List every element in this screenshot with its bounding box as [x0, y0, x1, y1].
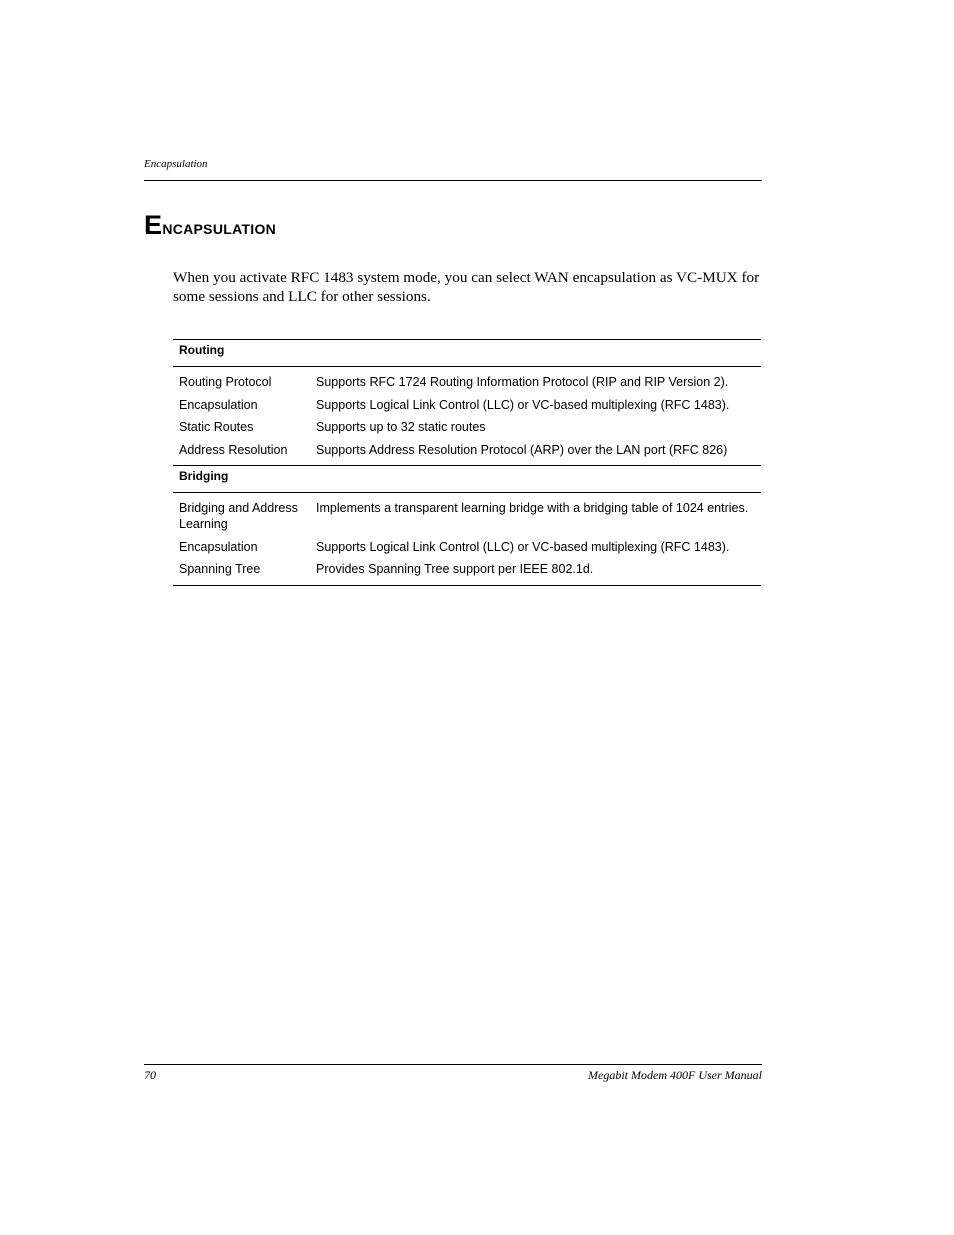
- feature-name: Encapsulation: [179, 539, 258, 554]
- feature-description: Implements a transparent learning bridge with a bridging table of 1024 entries.: [316, 501, 749, 515]
- bridging-group-body: [173, 493, 761, 585]
- feature-description: Supports Logical Link Control (LLC) or VC-based multiplexing (RFC 1483).: [316, 539, 730, 554]
- feature-table: [173, 339, 761, 586]
- feature-name: Encapsulation: [179, 397, 258, 412]
- feature-description: Supports RFC 1724 Routing Information Protocol (RIP and RIP Version 2).: [316, 375, 729, 389]
- feature-name: Static Routes: [179, 420, 254, 434]
- feature-name: Spanning Tree: [179, 562, 261, 576]
- table-row: [173, 416, 761, 439]
- table-row: [173, 439, 761, 462]
- running-header: Encapsulation: [144, 158, 208, 170]
- routing-group-body: [173, 367, 761, 465]
- table-row: [173, 394, 761, 417]
- table-row: [173, 371, 761, 394]
- table-row: [173, 536, 761, 559]
- feature-name: Routing Protocol: [179, 375, 272, 389]
- feature-description: Supports Logical Link Control (LLC) or VC-based multiplexing (RFC 1483).: [316, 397, 730, 412]
- intro-paragraph: When you activate RFC 1483 system mode, you can select WAN encapsulation as VC-MUX for some sessions and LLC for other sessions.: [173, 269, 760, 305]
- table-row: [173, 497, 761, 536]
- feature-description: Supports Address Resolution Protocol (ARP) over the LAN port (RFC 826): [316, 442, 728, 457]
- section-title-initial: E: [144, 210, 163, 240]
- header-rule: [144, 180, 762, 181]
- feature-name: Bridging and Address Learning: [179, 501, 298, 531]
- feature-name: Address Resolution: [179, 442, 288, 457]
- manual-title: Megabit Modem 400F User Manual: [588, 1068, 762, 1082]
- table-bottom-rule: [173, 585, 761, 586]
- section-title-rest: ncapsulation: [162, 217, 277, 239]
- feature-description: Supports up to 32 static routes: [316, 420, 486, 434]
- table-row: [173, 558, 761, 581]
- section-title: [144, 210, 276, 241]
- routing-group-heading: Routing: [173, 339, 761, 367]
- page-number: 70: [144, 1068, 156, 1082]
- bridging-group-heading: Bridging: [173, 465, 761, 493]
- feature-description: Provides Spanning Tree support per IEEE 802.1d.: [316, 562, 594, 576]
- footer-rule: [144, 1064, 762, 1065]
